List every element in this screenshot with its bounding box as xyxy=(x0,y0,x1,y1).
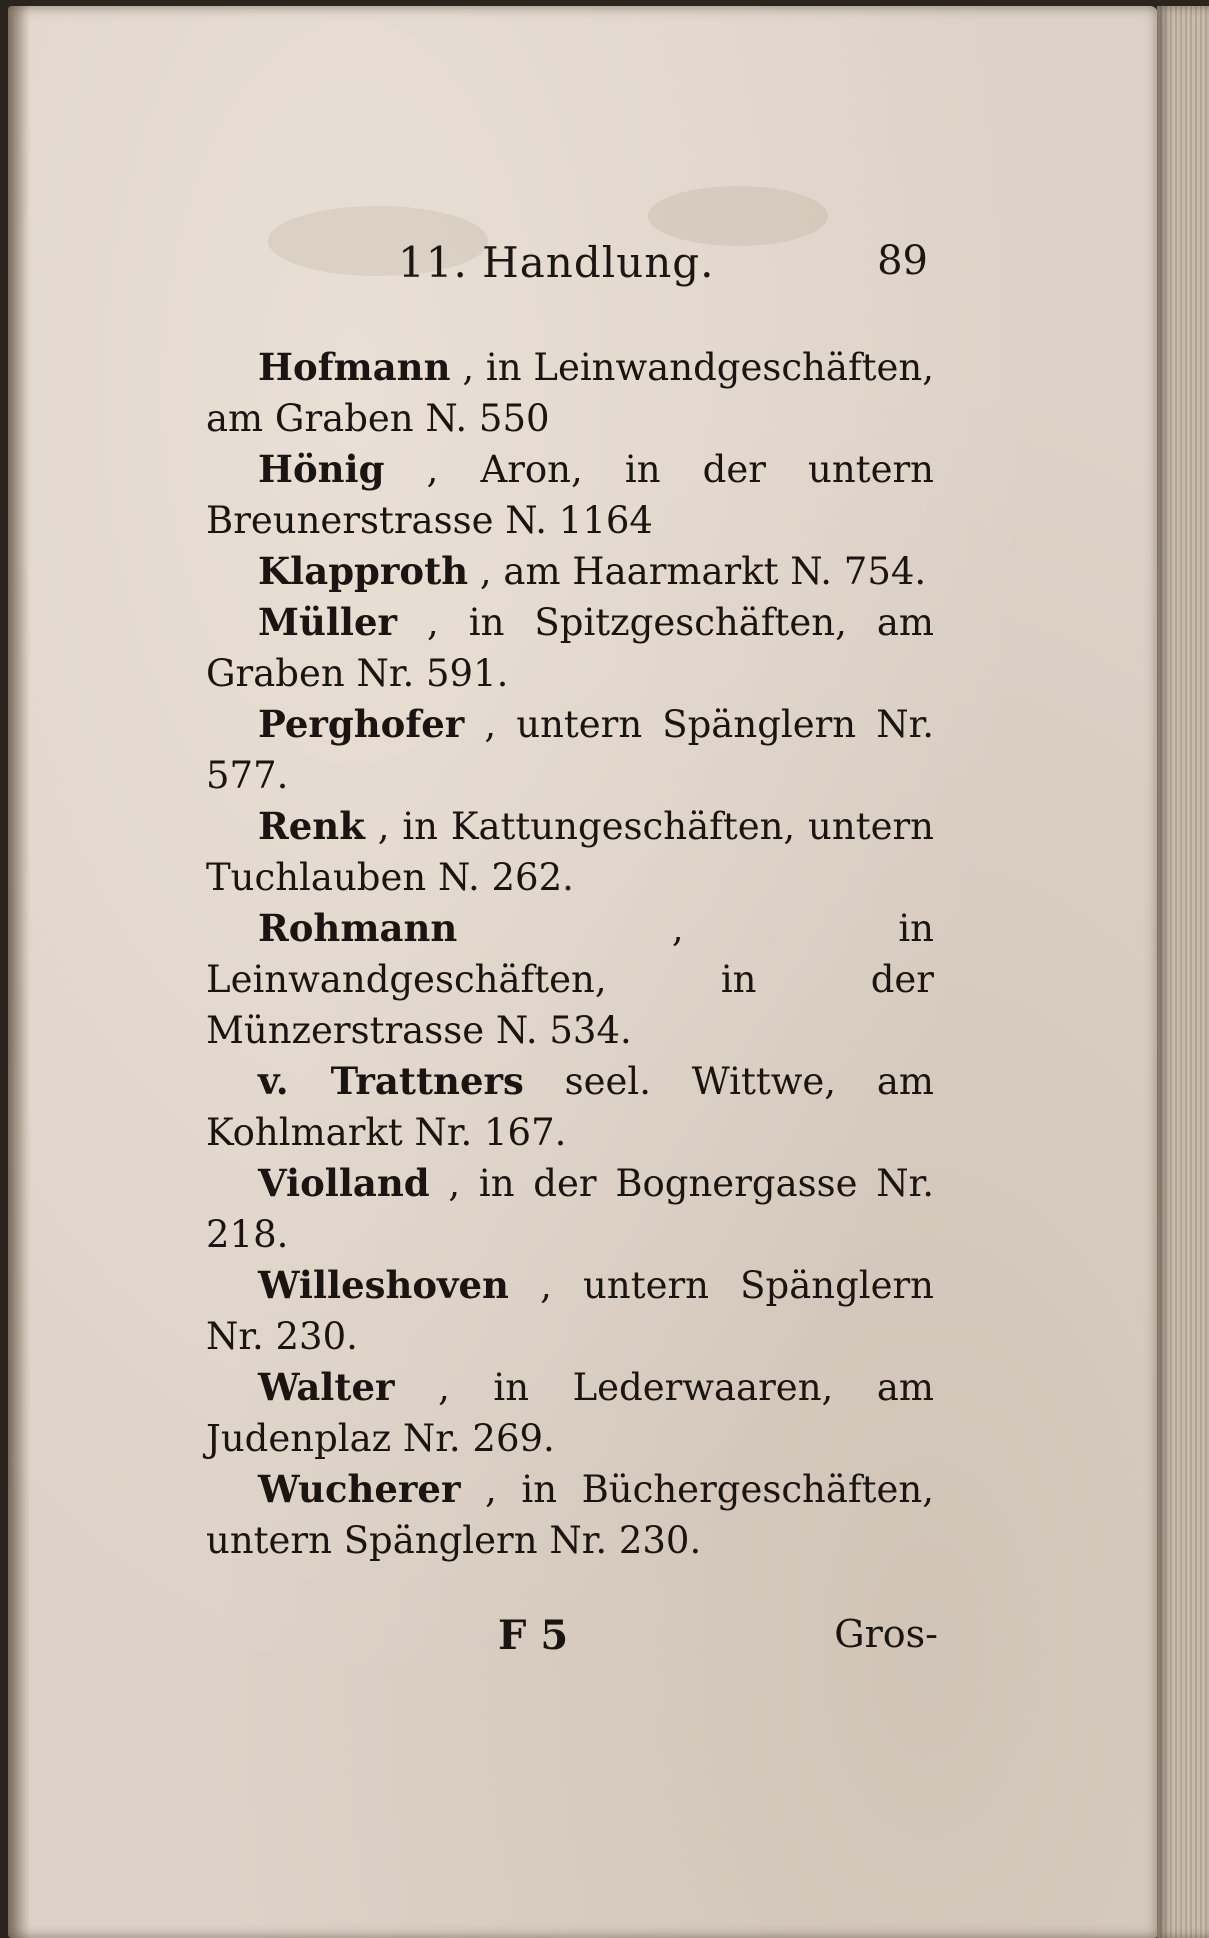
directory-listing xyxy=(206,342,934,1566)
catchword: Gros- xyxy=(834,1612,938,1656)
page-number: 89 xyxy=(877,238,928,284)
book-page xyxy=(8,6,1158,1938)
list-item xyxy=(206,1464,934,1566)
running-head-title: 11. Handlung. xyxy=(398,238,715,287)
merchant-name: Müller xyxy=(258,600,398,644)
merchant-name: Rohmann xyxy=(258,906,458,950)
list-item xyxy=(206,597,934,699)
list-item xyxy=(206,699,934,801)
list-item xyxy=(206,342,934,444)
page-footer xyxy=(498,1612,938,1672)
merchant-details: , in Leinwandgeschäften, am Graben N. 550 xyxy=(206,346,934,440)
merchant-name: Walter xyxy=(258,1365,395,1409)
paper-stain xyxy=(648,186,828,246)
merchant-name: Hofmann xyxy=(258,345,451,389)
merchant-name: Violland xyxy=(258,1161,430,1205)
merchant-name: Renk xyxy=(258,804,365,848)
merchant-name: v. Trattners xyxy=(258,1059,524,1103)
merchant-details: , in Spitzgeschäften, am Graben Nr. 591. xyxy=(206,601,935,695)
binding-shadow xyxy=(8,6,30,1938)
list-item xyxy=(206,1362,934,1464)
signature-mark: F 5 xyxy=(498,1612,569,1659)
merchant-name: Hönig xyxy=(258,447,385,491)
merchant-name: Wucherer xyxy=(258,1467,461,1511)
page-edges xyxy=(1157,6,1209,1938)
merchant-details: , in Büchergeschäften, untern Spänglern Nr. 230. xyxy=(206,1468,934,1562)
merchant-details: , in Kattungeschäften, untern Tuchlauben N. 262. xyxy=(206,805,934,899)
merchant-name: Klapproth xyxy=(258,549,469,593)
merchant-name: Perghofer xyxy=(258,702,465,746)
list-item xyxy=(206,546,934,597)
list-item xyxy=(206,1056,934,1158)
merchant-details: , untern Spänglern Nr. 230. xyxy=(206,1264,935,1358)
merchant-details: , untern Spänglern Nr. 577. xyxy=(206,703,934,797)
list-item xyxy=(206,1260,934,1362)
merchant-details: seel. Wittwe, am Kohlmarkt Nr. 167. xyxy=(206,1060,934,1154)
merchant-details: , in Lederwaaren, am Judenplaz Nr. 269. xyxy=(206,1366,934,1460)
merchant-details: , am Haarmarkt N. 754. xyxy=(479,550,927,593)
merchant-details: , in Leinwandgeschäften, in der Münzerstrasse N. 534. xyxy=(206,907,934,1052)
list-item xyxy=(206,903,934,1056)
list-item xyxy=(206,444,934,546)
merchant-details: , Aron, in der untern Breunerstrasse N. 1164 xyxy=(206,448,934,542)
merchant-name: Willeshoven xyxy=(258,1263,509,1307)
list-item xyxy=(206,801,934,903)
list-item xyxy=(206,1158,934,1260)
running-head xyxy=(188,238,928,298)
merchant-details: , in der Bognergasse Nr. 218. xyxy=(206,1162,934,1256)
